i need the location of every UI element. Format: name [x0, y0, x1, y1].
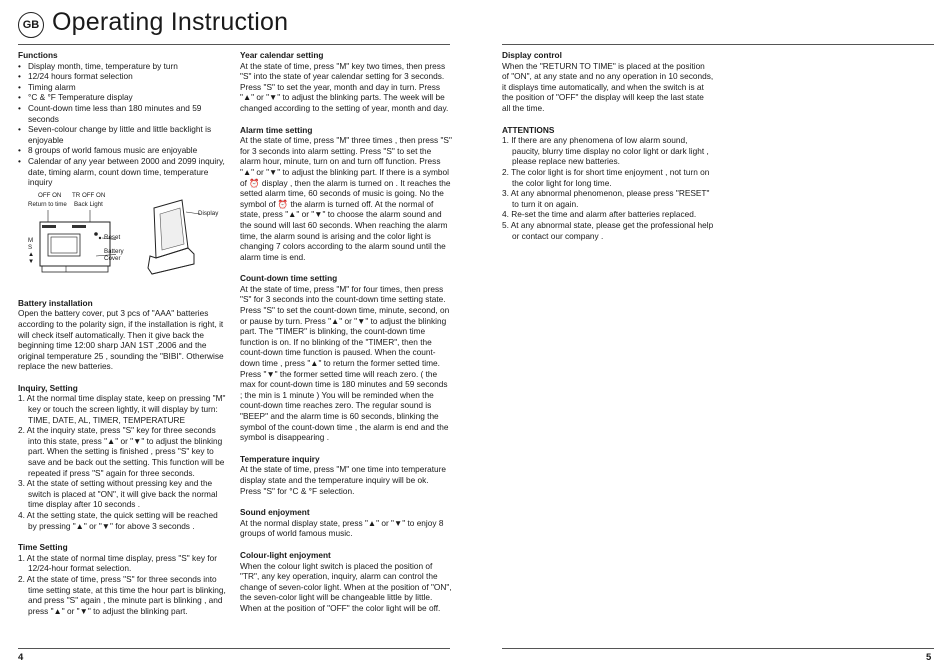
list-item: • Count-down time less than 180 minutes and 59 seconds [18, 103, 228, 124]
list-item: 3. At the state of setting without pressing key and the switch is placed at "ON", it will give back the normal time display after 10 seconds . [18, 478, 218, 510]
list-item: 3. At any abnormal phenomenon, please press "RESET" to turn it on again. [502, 188, 710, 209]
divider-left [18, 44, 450, 45]
list-item: • Calendar of any year between 2000 and 2099 inquiry, date, timing alarm, count down time, temperature inquiry [18, 156, 228, 188]
list-item: 5. At any abnormal state, please get the professional help or contact our company . [502, 219, 714, 241]
time-setting-heading: Time Setting [18, 542, 68, 553]
return-to-time-label: Return to time [28, 200, 67, 208]
battery-text: Open the battery cover, put 3 pcs of "AAA" batteries according to the polarity sign, if the installation is right, it will check itself automatically. Then it give back the beginning time 12:00 sharp JAN 1ST ,2006 and the original temperature 25 , sounding the "BIBI". Otherwise replace the new batteries. [18, 308, 224, 372]
list-item: • 8 groups of world famous music are enjoyable [18, 145, 228, 156]
alarm-heading: Alarm time setting [240, 124, 313, 135]
list-item: 2. The color light is for short time enjoyment , not turn on the color light for long time. [502, 166, 710, 188]
temperature-section [240, 454, 452, 496]
sound-heading: Sound enjoyment [240, 507, 310, 518]
display-control-heading: Display control [502, 50, 562, 60]
countdown-heading: Count-down time setting [240, 273, 338, 284]
list-item: 4. At the setting state, the quick setting will be reached by pressing "▲" or "▼" for above 3 seconds . [18, 510, 218, 531]
alarm-section [240, 125, 452, 263]
side-key-s: S [28, 243, 33, 251]
attentions-list [502, 135, 714, 241]
side-key-up: ▲ [28, 250, 35, 258]
colour-light-text: When the colour light switch is placed the position of "TR", any key operation, inquiry, alarm can control the change of seven-color light. When at the position of "ON", the seven-color light will be changeable little by little. When at the position of "OFF" the color light will be off. [240, 560, 452, 613]
divider-right [502, 44, 934, 45]
list-item: 2. At the inquiry state, press "S" key for three seconds into this state, press "▲" or "▼" to adjust the blinking part. When the setting is finished , press "S" key to save and be back out the setting. This function will be repeated if press "S" again for three seconds. [18, 425, 225, 478]
list-item: 1. If there are any phenomena of low alarm sound, paucity, blurry time display no color light or dark light , please replace new batteries. [502, 135, 709, 167]
display-label: Display [198, 209, 219, 217]
sound-text: At the normal display state, press "▲" or "▼" to enjoy 8 groups of world famous music. [240, 517, 444, 539]
list-item: 2. At the state of time, press "S" for three seconds into time setting state, at this time the hour part is blinking, and press "S" again , the minute part is blinking , and press "▲" or "▼" to adjust the blinking part. [18, 573, 226, 616]
sound-section [240, 507, 452, 539]
attentions-section [502, 125, 714, 242]
column-left [18, 50, 228, 627]
attentions-heading: ATTENTIONS [502, 124, 555, 135]
page-title: Operating Instruction [52, 8, 289, 36]
inquiry-list [18, 393, 228, 531]
year-calendar-text: At the state of time, press "M" key two times, then press "S" into the state of year calendar setting for 3 seconds. Press "S" to set the year, month and day in turn. Press "▲" or "▼" to adjust the blinking parts. The week will be changed according to the setting of year, month and day. [240, 60, 449, 113]
alarm-text: At the state of time, press "M" three times , then press "S" for 3 seconds into alarm setting. Press "S" to set the alarm hour, minute, turn on and turn off function. Press "▲" or "▼" to adjust the blinking part. If there is a symbol of ⏰ display , then the alarm is turned on . It reaches the setted alarm time, 60 seconds of music is going. No the symbol of ⏰ the alarm is turned off. At the normal of state, press "▲" or "▼" to choose the alarm sound and the sound will last 60 seconds. When reaching the alarm time, the alarm sound is arising and the color light is changing 7 colors according to the alarm sound until the alarm time is end. [240, 135, 452, 262]
clock-front-diagram [142, 198, 202, 278]
colour-light-heading: Colour-light enjoyment [240, 549, 331, 560]
inquiry-heading: Inquiry, Setting [18, 382, 78, 393]
page-number-left: 4 [18, 652, 24, 663]
footer-divider-left [18, 648, 450, 649]
battery-section [18, 298, 228, 372]
off-on-label: OFF ON [38, 191, 62, 199]
footer-divider-right [502, 648, 934, 649]
back-light-label: Back Light [74, 200, 103, 208]
side-key-down: ▼ [28, 257, 35, 265]
countdown-text: At the state of time, press "M" for four times, then press "S" for 3 seconds into the count-down time setting state. Press "S" to set the count-down time, minute, second, on or pause by turn. Press "▲" or "▼" to adjust the blinking part. The "TIMER" is blinking, the count-down time function is on. If no blinking of the "TIMER", then the count-down time function is paused. When the count-down time , press "▲" to return the former setted time. Press "▼" the former setted time will reach zero. ( the max for count-down time is 180 minutes and 59 seconds ; the min is 1 minute ) You will be reminded when the count-down time reaches zero. The regular sound is "BEEP" and the alarm time is 60 seconds, blinking the symbol of the count-down time , the alarm is end and the symbol is disappearing . [240, 283, 450, 443]
functions-list [18, 61, 228, 188]
list-item: • Display month, time, temperature by turn [18, 61, 228, 72]
year-calendar-section [240, 50, 452, 114]
column-right [502, 50, 714, 252]
tr-off-on-label: TR OFF ON [72, 191, 106, 199]
time-setting-section [18, 542, 228, 616]
functions-section [18, 50, 228, 188]
inquiry-section [18, 383, 228, 531]
display-control-section [502, 50, 714, 114]
side-key-m: M [28, 236, 34, 244]
list-item: • Seven-colour change by little and little backlight is enjoyable [18, 124, 228, 145]
list-item: • °C & °F Temperature display [18, 92, 228, 103]
time-setting-list [18, 553, 228, 617]
list-item: 4. Re-set the time and alarm after batteries replaced. [502, 209, 697, 220]
list-item: • 12/24 hours format selection [18, 71, 228, 82]
functions-heading: Functions [18, 50, 58, 60]
countdown-section [240, 273, 452, 443]
page-number-right: 5 [926, 652, 932, 663]
product-diagram [18, 192, 228, 286]
reset-label: Reset [104, 233, 121, 241]
list-item: 1. At the normal time display state, keep on pressing "M" key or touch the screen lightly, it will display by turn: TIME, DATE, AL, TIMER, TEMPERATURE [18, 393, 226, 425]
battery-heading: Battery installation [18, 297, 93, 308]
language-badge: GB [18, 12, 44, 38]
display-control-text: When the "RETURN TO TIME" is placed at the position of "ON", at any state and no any operation in 10 seconds, it displays time automatically, and when the switch is at the position of "OFF" the display will keep the last state all the time. [502, 60, 714, 113]
year-calendar-heading: Year calendar setting [240, 50, 324, 60]
column-middle [240, 50, 452, 625]
list-item: 1. At the state of normal time display, press "S" key for 12/24-hour format selection. [18, 552, 217, 574]
cover-label: Cover [104, 254, 121, 262]
temperature-heading: Temperature inquiry [240, 453, 320, 464]
colour-light-section [240, 550, 452, 614]
temperature-text: At the state of time, press "M" one time into temperature display state and the temperature inquiry will be ok. Press "S" for °C & °F selection. [240, 464, 447, 496]
list-item: • Timing alarm [18, 82, 228, 93]
clock-back-diagram [26, 210, 116, 280]
battery-label: Battery [104, 247, 124, 255]
